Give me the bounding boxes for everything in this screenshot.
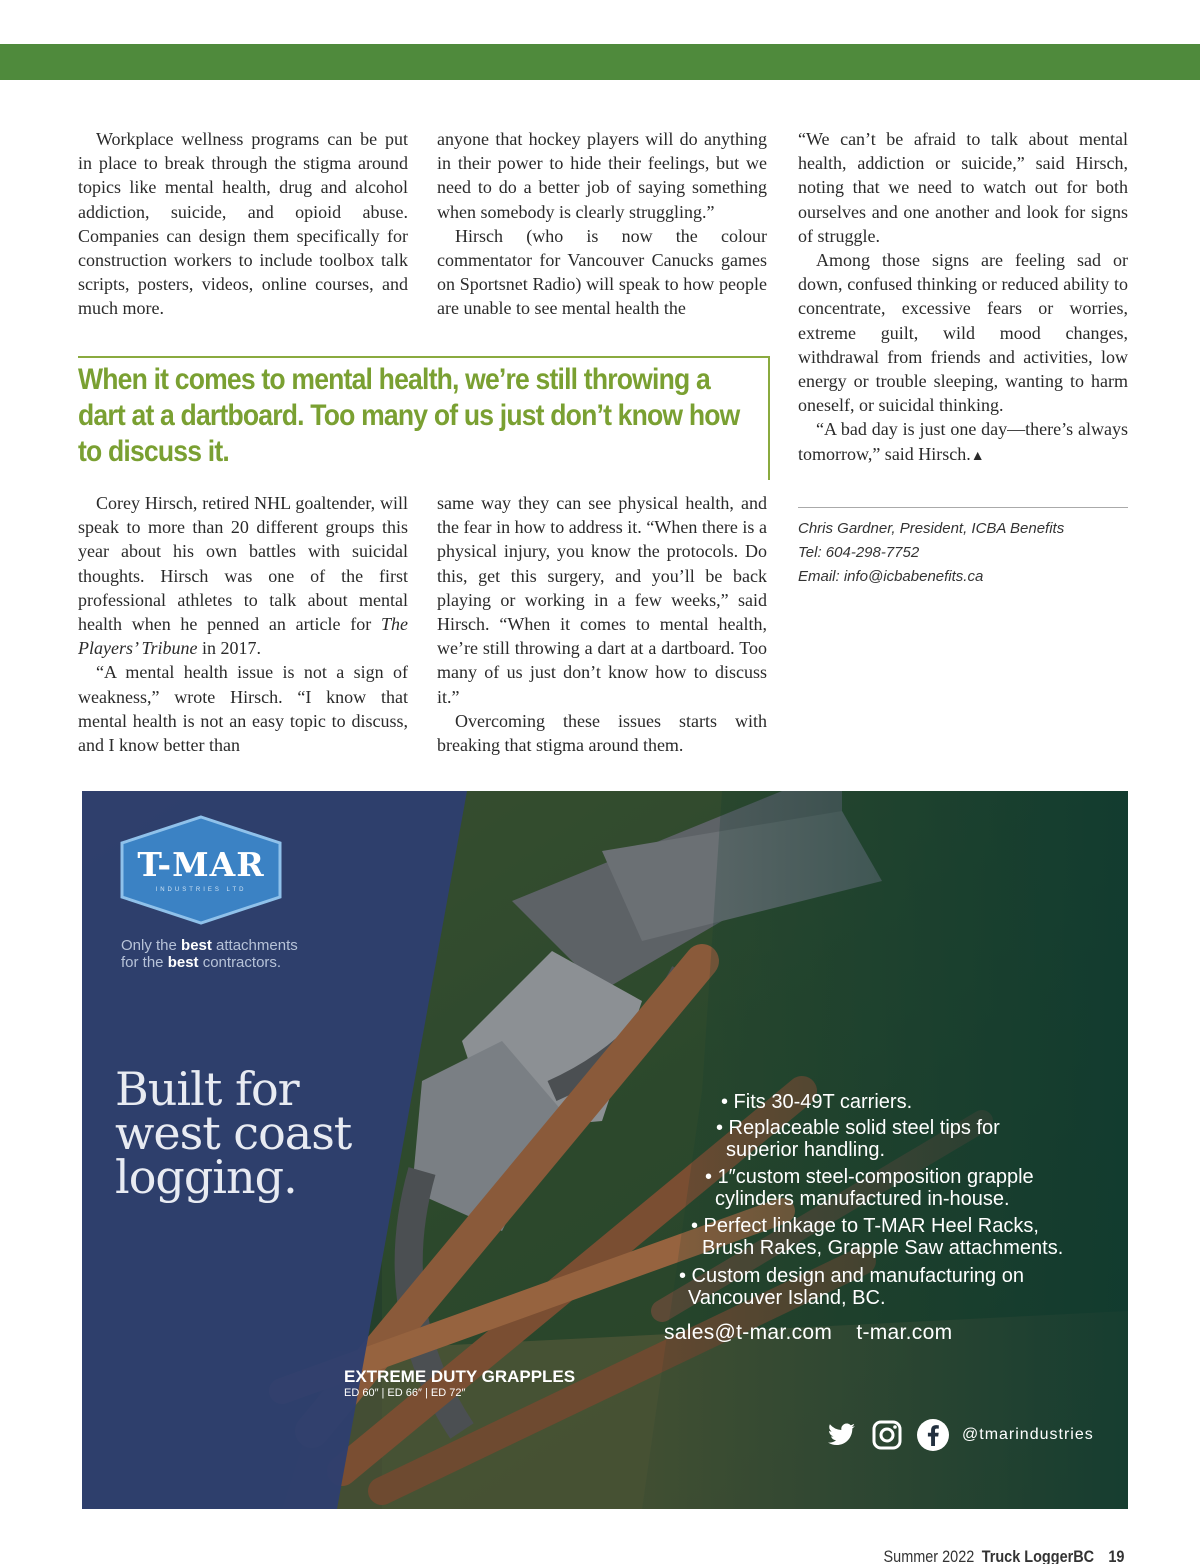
paragraph: Among those signs are feeling sad or down, confused thinking or reduced ability to concentrate, excessive fears or worries, extreme guilt, wild mood changes, withdrawal from friends and activities, low energy or trouble sleeping, wanting to harm oneself, or suicidal thinking. — [798, 250, 1128, 416]
tagline-emphasis: best — [181, 937, 212, 954]
facebook-icon[interactable] — [916, 1418, 950, 1452]
paragraph: Overcoming these issues starts with breaking that stigma around them. — [437, 710, 767, 756]
article-column-2-bottom — [437, 491, 767, 757]
paragraph — [78, 491, 408, 660]
tagline-text: attachments — [211, 937, 298, 954]
article-column-1-top — [78, 127, 408, 321]
issue-date: Summer 2022 — [883, 1547, 974, 1564]
closing-quote: “A bad day is just one day—there’s always tomorrow,” said Hirsch. — [798, 419, 1128, 464]
logo-wordmark: T-MAR — [137, 845, 265, 884]
paragraph: Workplace wellness programs can be put in place to break through the stigma around topics like mental health, drug and alcohol addiction, suicide, and opioid abuse. Companies can design them specifically for construction workers to include toolbox talk scripts, posters, videos, online courses, and much more. — [78, 129, 408, 319]
feature-item: superior handling. — [726, 1139, 885, 1161]
logo-subtitle: INDUSTRIES LTD — [155, 887, 247, 893]
page-footer — [883, 1547, 1124, 1564]
article-column-2-top — [437, 127, 767, 321]
tmar-logo — [120, 815, 282, 925]
article-column-1-bottom — [78, 491, 408, 757]
feature-item: • Replaceable solid steel tips for — [716, 1117, 1000, 1139]
ad-headline — [115, 1062, 352, 1204]
page-number: 19 — [1107, 1547, 1124, 1564]
product-name: EXTREME DUTY GRAPPLES — [344, 1367, 576, 1386]
product-models: ED 60″ | ED 66″ | ED 72″ — [344, 1387, 466, 1399]
paragraph-text: in 2017. — [197, 638, 262, 659]
tagline-text: Only the — [121, 937, 182, 954]
feature-item: Brush Rakes, Grapple Saw attachments. — [702, 1237, 1064, 1259]
paragraph: same way they can see physical health, and the fear in how to address it. “When there is a physical injury, you know the protocols. Do this, get this surgery, and you’ll be back playing or working in a few weeks,” said Hirsch. “When it comes to mental health, we’re still throwing a dart at a dartboard. Too many of us just don’t know how to discuss it.” — [437, 493, 767, 707]
paragraph: Hirsch (who is now the colour commentator for Vancouver Canucks games on Sportsnet Radio) will speak to how people are unable to see mental health the — [437, 225, 767, 319]
end-mark-tree-icon: ▲ — [970, 448, 985, 464]
headline-line: Built for — [115, 1062, 299, 1116]
twitter-icon[interactable] — [824, 1418, 858, 1452]
social-handle: @tmarindustries — [962, 1426, 1094, 1443]
publication-title: The Players’ Tribune — [78, 614, 408, 659]
feature-item: • 1″custom steel-composition grapple — [705, 1166, 1034, 1188]
article-column-3 — [798, 127, 1128, 469]
tagline-text: contractors. — [198, 954, 282, 971]
author-email: Email: info@icbabenefits.ca — [798, 568, 984, 585]
paragraph-closing — [798, 417, 1128, 468]
paragraph: “We can’t be afraid to talk about mental health, addiction or suicide,” said Hirsch, noting that we need to watch out for both ourselves and one another and look for signs of struggle. — [798, 129, 1128, 246]
header-color-bar — [0, 44, 1200, 80]
author-phone: Tel: 604-298-7752 — [798, 544, 920, 561]
feature-item: Vancouver Island, BC. — [688, 1287, 886, 1309]
publication-name: Truck LoggerBC — [981, 1547, 1094, 1564]
signature-divider — [798, 507, 1128, 508]
feature-item: cylinders manufactured in-house. — [715, 1188, 1010, 1210]
feature-item: • Fits 30-49T carriers. — [721, 1091, 913, 1113]
ad-email-link[interactable]: sales@t-mar.com — [664, 1321, 833, 1344]
feature-item: • Perfect linkage to T-MAR Heel Racks, — [691, 1215, 1039, 1237]
social-links — [824, 1417, 1094, 1453]
paragraph: anyone that hockey players will do anything in their power to hide their feelings, but we need to do a better job of saying something when somebody is clearly struggling.” — [437, 129, 767, 222]
headline-line: logging. — [115, 1150, 297, 1204]
ad-tagline — [121, 937, 298, 971]
instagram-icon[interactable] — [870, 1418, 904, 1452]
feature-item: • Custom design and manufacturing on — [679, 1265, 1024, 1287]
ad-contact — [664, 1321, 970, 1345]
author-name: Chris Gardner, President, ICBA Benefits — [798, 520, 1065, 537]
headline-line: west coast — [115, 1106, 352, 1160]
paragraph-text: Corey Hirsch, retired NHL goaltender, will speak to more than 20 different groups this year about his own battles with suicidal thoughts. Hirsch was one of the first professional athletes to talk about mental health when he penned an article for — [78, 493, 408, 635]
author-signature — [798, 517, 1128, 589]
pullquote: When it comes to mental health, we’re still throwing a dart at a dartboard. Too many of us just don’t know how to discuss it. — [78, 363, 740, 468]
paragraph: “A mental health issue is not a sign of weakness,” wrote Hirsch. “I know that mental health is not an easy topic to discuss, and I know better than — [78, 662, 408, 756]
tagline-text: for the — [121, 954, 168, 971]
ad-website-link[interactable]: t-mar.com — [856, 1321, 953, 1344]
tagline-emphasis: best — [167, 954, 199, 971]
tmar-advertisement[interactable] — [82, 791, 1128, 1509]
